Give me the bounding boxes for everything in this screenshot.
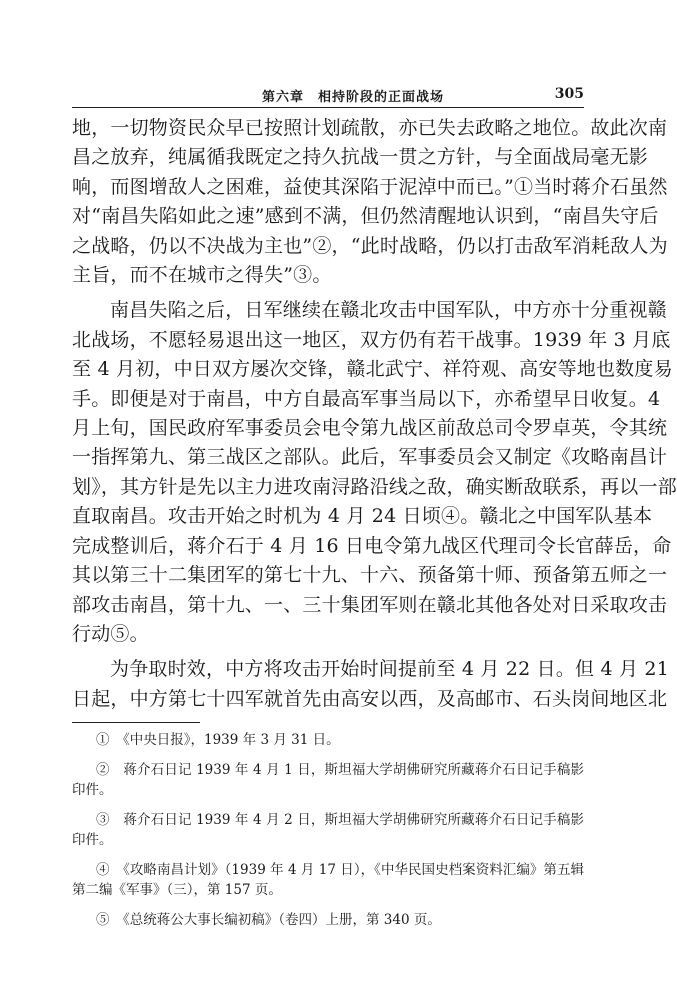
footnote-1	[72, 730, 584, 750]
footnote-5	[72, 910, 584, 930]
paragraph-3	[72, 655, 670, 714]
footnote-4	[72, 860, 584, 900]
paragraph-1	[72, 114, 668, 290]
text-line: 划》，其方针是先以主力进攻南浔路沿线之敌，确实断敌联系，再以一部	[72, 475, 677, 498]
footnote-2	[72, 760, 584, 800]
text-line: 直取南昌。攻击开始之时机为 4 月 24 日顷④。赣北之中国军队基本	[72, 505, 653, 528]
text-line: 昌之放弃，纯属循我既定之持久抗战一贯之方针，与全面战局毫无影	[72, 146, 649, 169]
header-rule	[72, 107, 584, 108]
text-line: 至 4 月初，中日双方屡次交锋，赣北武宁、祥符观、高安等地也数度易	[72, 358, 673, 381]
footnote-line: 印件。	[72, 832, 113, 848]
text-line: 响，而图增敌人之困难，益使其深陷于泥淖中而已。”①当时蒋介石虽然	[72, 175, 668, 198]
footnote-line: ⑤ 《总统蒋公大事长编初稿》（卷四）上册，第 340 页。	[96, 912, 441, 928]
text-line: 为争取时效，中方将攻击开始时间提前至 4 月 22 日。但 4 月 21	[110, 658, 670, 681]
body-text	[72, 114, 677, 720]
text-line: 部攻击南昌，第十九、一、三十集团军则在赣北其他各处对日采取攻击	[72, 593, 668, 616]
footnotes	[72, 730, 584, 940]
footnote-rule	[72, 722, 200, 723]
footnote-line: ④ 《攻略南昌计划》（1939 年 4 月 17 日），《中华民国史档案资料汇编》第五辑	[96, 862, 584, 878]
paragraph-2	[72, 296, 677, 649]
text-line: 行动⑤。	[72, 622, 149, 645]
text-line: 地，一切物资民众早已按照计划疏散，亦已失去政略之地位。故此次南	[72, 117, 668, 139]
text-line: 其以第三十二集团军的第七十九、十六、预备第十师、预备第五师之一	[72, 564, 668, 587]
text-line: 北战场，不愿轻易退出这一地区，双方仍有若干战事。1939 年 3 月底	[72, 328, 671, 351]
chapter-title: 第六章 相持阶段的正面战场	[262, 90, 445, 105]
footnote-line: ② 蒋介石日记 1939 年 4 月 1 日，斯坦福大学胡佛研究所藏蒋介石日记手稿影	[96, 762, 584, 778]
footnote-line: ③ 蒋介石日记 1939 年 4 月 2 日，斯坦福大学胡佛研究所藏蒋介石日记手稿影	[96, 812, 584, 828]
text-line: 南昌失陷之后，日军继续在赣北攻击中国军队，中方亦十分重视赣	[110, 299, 667, 322]
footnote-line: 第二编《军事》（三），第 157 页。	[72, 882, 282, 898]
text-line: 手。即便是对于南昌，中方自最高军事当局以下，亦希望早日收复。4	[72, 387, 661, 410]
text-line: 完成整训后，蒋介石于 4 月 16 日电令第九战区代理司令长官薛岳，命	[72, 534, 672, 557]
footnote-line: ① 《中央日报》，1939 年 3 月 31 日。	[96, 732, 340, 748]
running-header	[72, 84, 584, 106]
text-line: 月上旬，国民政府军事委员会电令第九战区前敌总司令罗卓英，令其统	[72, 417, 668, 440]
text-line: 主旨，而不在城市之得失”③。	[72, 264, 332, 287]
page-number: 305	[554, 86, 584, 102]
text-line: 之战略，仍以不决战为主也”②，“此时战略，仍以打击敌军消耗敌人为	[72, 234, 668, 257]
text-line: 一指挥第九、第三战区之部队。此后，军事委员会又制定《攻略南昌计	[72, 446, 668, 469]
text-line: 日起，中方第七十四军就首先由高安以西，及高邮市、石头岗间地区北	[72, 687, 668, 710]
footnote-3	[72, 810, 584, 850]
text-line: 对“南昌失陷如此之速”感到不满，但仍然清醒地认识到，“南昌失守后	[72, 205, 659, 228]
footnote-line: 印件。	[72, 782, 113, 798]
